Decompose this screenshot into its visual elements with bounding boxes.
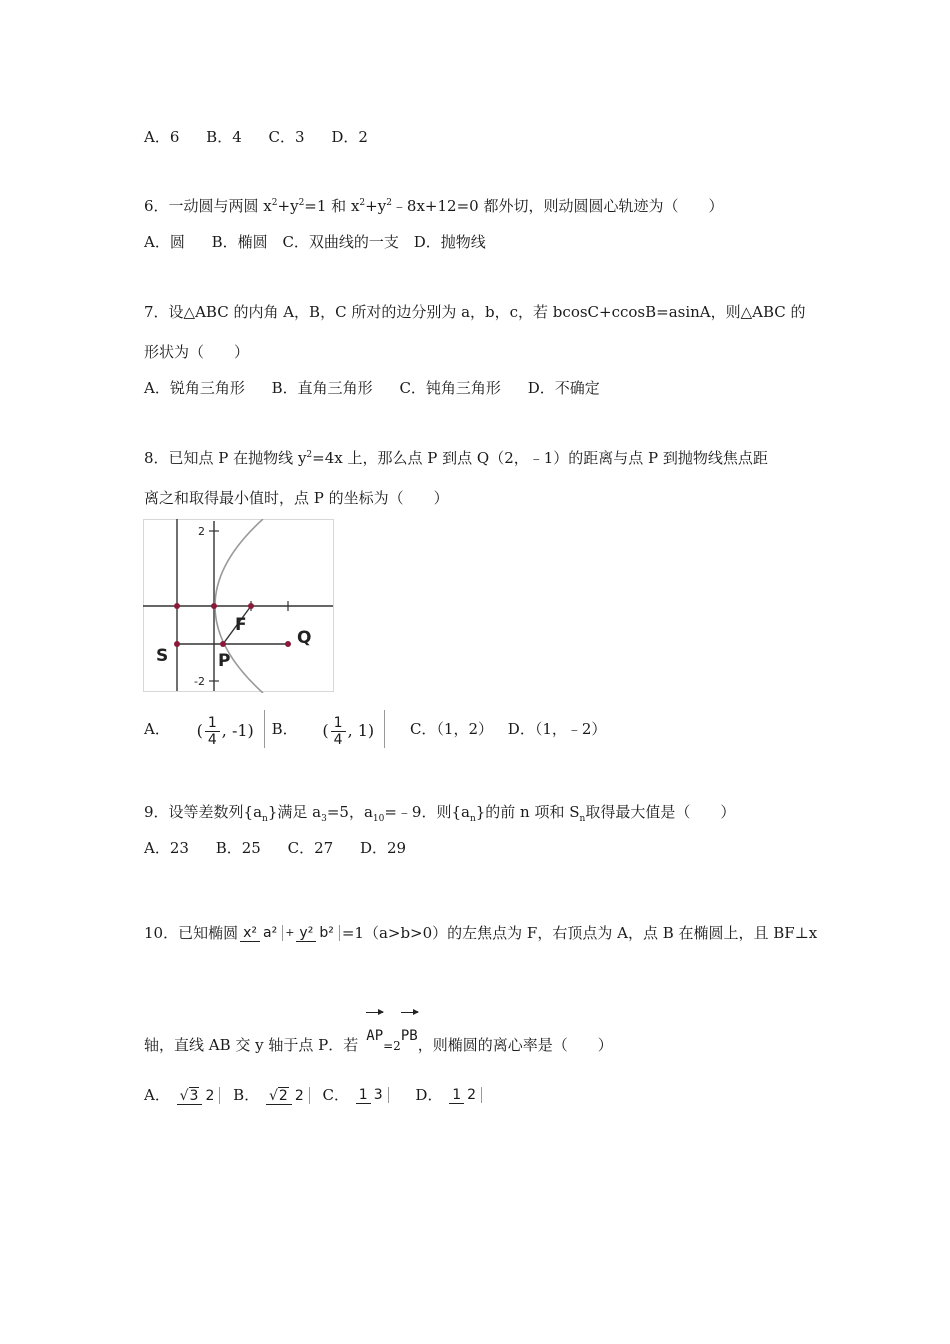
fraction-numerator: x² [240, 925, 260, 942]
q10-stem-text: ，则椭圆的离心率是（ ） [417, 1036, 613, 1054]
q7-options [144, 378, 600, 398]
q10-plus: + [285, 926, 295, 939]
q8-options [144, 708, 606, 749]
fraction-numerator: √2 [266, 1088, 292, 1105]
q10-stem-text: 10．已知椭圆 [144, 924, 239, 942]
point-directrix-axis [174, 603, 180, 609]
q6-stem-text: =1 和 x [304, 197, 360, 215]
q6-option-c: C．双曲线的一支 [282, 233, 399, 251]
q10-fraction-x [240, 925, 283, 941]
fraction-numerator: 1 [331, 715, 346, 732]
tick-label-top: 2 [198, 525, 205, 538]
point-s [174, 641, 180, 647]
q8-option-b-fraction [331, 715, 346, 748]
q8-parabola-figure [143, 519, 335, 693]
q9-stem-text: =﹣9．则{a [384, 803, 470, 821]
q7-option-b: B．直角三角形 [271, 379, 373, 397]
q8-stem-text: =4x 上，那么点 P 到点 Q（2，﹣1）的距离与点 P 到抛物线焦点距 [312, 449, 768, 467]
q9-sub: 3 [321, 814, 327, 824]
fraction-numerator: 1 [449, 1087, 464, 1104]
fraction-numerator: 1 [356, 1087, 371, 1104]
fraction-numerator: 1 [205, 715, 220, 732]
point-f [248, 603, 254, 609]
q10-option-c-label: C． [322, 1086, 350, 1104]
fraction-numerator: √3 [177, 1088, 203, 1105]
q6-stem-text: ﹣8x+12=0 都外切，则动圆圆心轨迹为（ ） [391, 197, 724, 215]
q9-option-a: A．23 [144, 839, 189, 857]
fraction-denominator: 4 [333, 731, 343, 748]
q10-options [144, 1072, 484, 1117]
q9-options [144, 838, 406, 858]
fraction-numerator: y² [296, 925, 316, 942]
q7-stem-line2: 形状为（ ） [144, 343, 250, 361]
fraction-denominator: 4 [207, 731, 217, 748]
tick-label-bottom: -2 [194, 675, 205, 688]
q5-option-c: C．3 [268, 128, 305, 146]
q7-option-d: D．不确定 [527, 379, 600, 397]
q9-stem-text: =5，a [326, 803, 373, 821]
q8-stem-text: 8．已知点 P 在抛物线 y [144, 449, 307, 467]
point-q [285, 641, 291, 647]
q8-option-a-paren: ( [196, 721, 203, 740]
label-p: P [218, 651, 231, 671]
fraction-denominator: 2 [205, 1087, 215, 1104]
q6-exp: 2 [298, 198, 305, 208]
q9-option-c: C．27 [287, 839, 334, 857]
q10-option-c [356, 1087, 389, 1103]
q10-option-d [449, 1087, 482, 1103]
q6-exp: 2 [271, 198, 278, 208]
point-p [220, 641, 226, 647]
q5-options [144, 127, 368, 147]
q6-exp: 2 [386, 198, 392, 208]
fraction-denominator: a² [263, 925, 278, 941]
q6-options [144, 232, 486, 252]
q10-option-d-label: D． [415, 1086, 443, 1104]
q6-stem-text: 6．一动圆与两圆 x [144, 197, 272, 215]
q9-stem [144, 802, 735, 822]
point-origin [211, 603, 217, 609]
q9-stem-text: 取得最大值是（ ） [585, 803, 736, 821]
q10-option-b-label: B． [233, 1086, 260, 1104]
q9-sub: n [469, 814, 476, 824]
q6-option-b: B．椭圆 [211, 233, 268, 251]
q6-exp: 2 [359, 198, 366, 208]
q8-stem-line2: 离之和取得最小值时，点 P 的坐标为（ ） [144, 489, 449, 507]
q6-stem-text: +y [365, 197, 387, 215]
q8-option-a-label: A． [144, 720, 170, 738]
q9-stem-text: }满足 a [267, 803, 322, 821]
q10-stem-text: =1（a>b>0）的左焦点为 F，右顶点为 A，点 B 在椭圆上，且 BF⊥x [341, 924, 818, 942]
label-f: F [235, 615, 247, 635]
q6-option-d: D．抛物线 [413, 233, 486, 251]
q9-sub: 10 [372, 814, 385, 824]
q9-stem-text: 9．设等差数列{a [144, 803, 263, 821]
vector-pb: PB [401, 1010, 418, 1056]
q8-option-b-rest: , 1) [347, 721, 375, 740]
q10-stem-line1 [144, 902, 817, 963]
fraction-denominator: 2 [294, 1087, 304, 1104]
sqrt-radicand: 2 [278, 1087, 288, 1104]
q5-option-a: A．6 [144, 128, 180, 146]
q9-sub: n [262, 814, 268, 824]
fraction-denominator: 3 [373, 1087, 383, 1103]
q7-stem-line1: 7．设△ABC 的内角 A，B，C 所对的边分别为 a，b，c，若 bcosC+ccosB=asinA，则△ABC 的 [144, 303, 806, 321]
vector-ap: AP [366, 1010, 383, 1056]
q10-stem-line2 [144, 1010, 613, 1066]
q9-sub: n [579, 814, 586, 824]
q8-option-b-paren: ( [322, 721, 329, 740]
q6-option-a: A．圆 [144, 233, 185, 251]
q8-option-c: C．（1，2） [409, 720, 494, 738]
q10-option-b [266, 1087, 310, 1104]
q8-option-b [322, 710, 385, 748]
q7-option-c: C．钝角三角形 [399, 379, 501, 397]
q9-option-b: B．25 [215, 839, 261, 857]
fraction-denominator: b² [319, 925, 334, 941]
q8-option-a-rest: , -1) [221, 721, 254, 740]
q10-option-a [177, 1087, 221, 1104]
sqrt-radicand: 3 [189, 1087, 199, 1104]
q5-option-d: D．2 [331, 128, 368, 146]
q5-option-b: B．4 [206, 128, 242, 146]
label-q: Q [297, 628, 312, 648]
q9-stem-text: }的前 n 项和 S [475, 803, 580, 821]
q10-equals: =2 [383, 1039, 401, 1053]
q6-stem [144, 196, 723, 216]
q10-stem-text: 轴，直线 AB 交 y 轴于点 P．若 [144, 1036, 359, 1054]
q9-option-d: D．29 [359, 839, 407, 857]
q6-stem-text: +y [277, 197, 299, 215]
q10-option-a-label: A． [144, 1086, 170, 1104]
label-s: S [156, 646, 169, 666]
fraction-denominator: 2 [467, 1087, 477, 1103]
q10-fraction-y [296, 925, 339, 941]
q8-option-b-label: B． [271, 720, 298, 738]
q8-option-a [197, 710, 265, 748]
q8-stem-line1 [144, 448, 768, 468]
q8-option-a-fraction [205, 715, 220, 748]
q8-exp: 2 [306, 450, 313, 460]
q8-option-d: D．（1，﹣2） [507, 720, 607, 738]
q7-option-a: A．锐角三角形 [144, 379, 245, 397]
